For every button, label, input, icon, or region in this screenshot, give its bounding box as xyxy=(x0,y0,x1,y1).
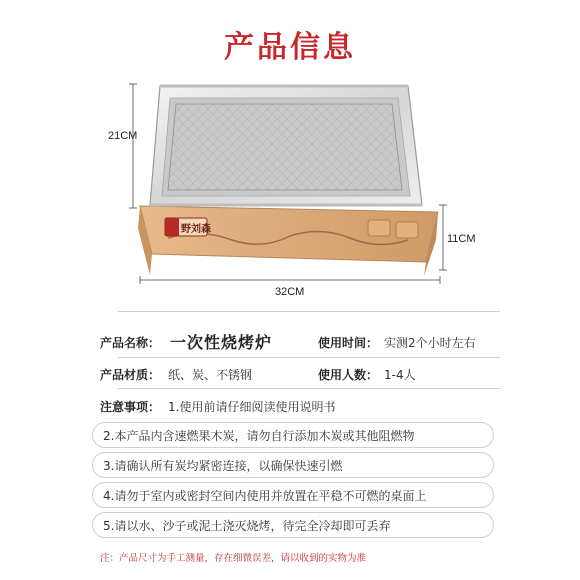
footnote xyxy=(100,550,366,564)
people-count-label: 使用人数： xyxy=(318,368,379,382)
material-label: 产品材质： xyxy=(100,368,161,382)
product-name-row xyxy=(100,334,160,351)
people-count-value: 1-4人 xyxy=(384,368,416,382)
note-item: 1.使用前请仔细阅读使用说明书 xyxy=(168,400,336,414)
cardboard-stand xyxy=(138,206,438,276)
height-dimension-line xyxy=(129,84,137,208)
divider xyxy=(118,357,500,358)
product-name-value: 一次性烧烤炉 xyxy=(170,333,273,352)
depth-dimension-line xyxy=(439,205,447,270)
brand-logo-text: 野刘森 xyxy=(181,224,211,235)
footnote-text: 注：产品尺寸为手工测量，存在细微误差， xyxy=(100,553,281,564)
foil-tray xyxy=(150,86,422,205)
divider xyxy=(118,388,500,389)
material-value: 纸、炭、不锈钢 xyxy=(168,368,253,382)
height-dimension-label: 21CM xyxy=(108,130,138,142)
note-item: 3.请确认所有炭均紧密连接，以确保快速引燃 xyxy=(92,452,494,478)
depth-dimension-label: 11CM xyxy=(447,233,476,245)
footnote-highlight: 请以收到的实物为准 xyxy=(280,553,367,564)
width-dimension-label: 32CM xyxy=(275,286,305,298)
page-title: 产品信息 xyxy=(224,30,356,65)
note-item: 2.本产品内含速燃果木炭，请勿自行添加木炭或其他阻燃物 xyxy=(92,422,494,448)
width-dimension-line xyxy=(140,276,440,284)
product-name-label: 产品名称： xyxy=(100,336,161,350)
usage-time-label: 使用时间： xyxy=(318,336,379,350)
notes-label: 注意事项： xyxy=(100,400,161,414)
usage-time-value: 实测2个小时左右 xyxy=(384,336,476,350)
divider xyxy=(118,311,500,312)
note-item: 5.请以水、沙子或泥土浇灭烧烤，待完全冷却即可丢弃 xyxy=(92,512,494,538)
note-item: 4.请勿于室内或密封空间内使用并放置在平稳不可燃的桌面上 xyxy=(92,482,494,508)
